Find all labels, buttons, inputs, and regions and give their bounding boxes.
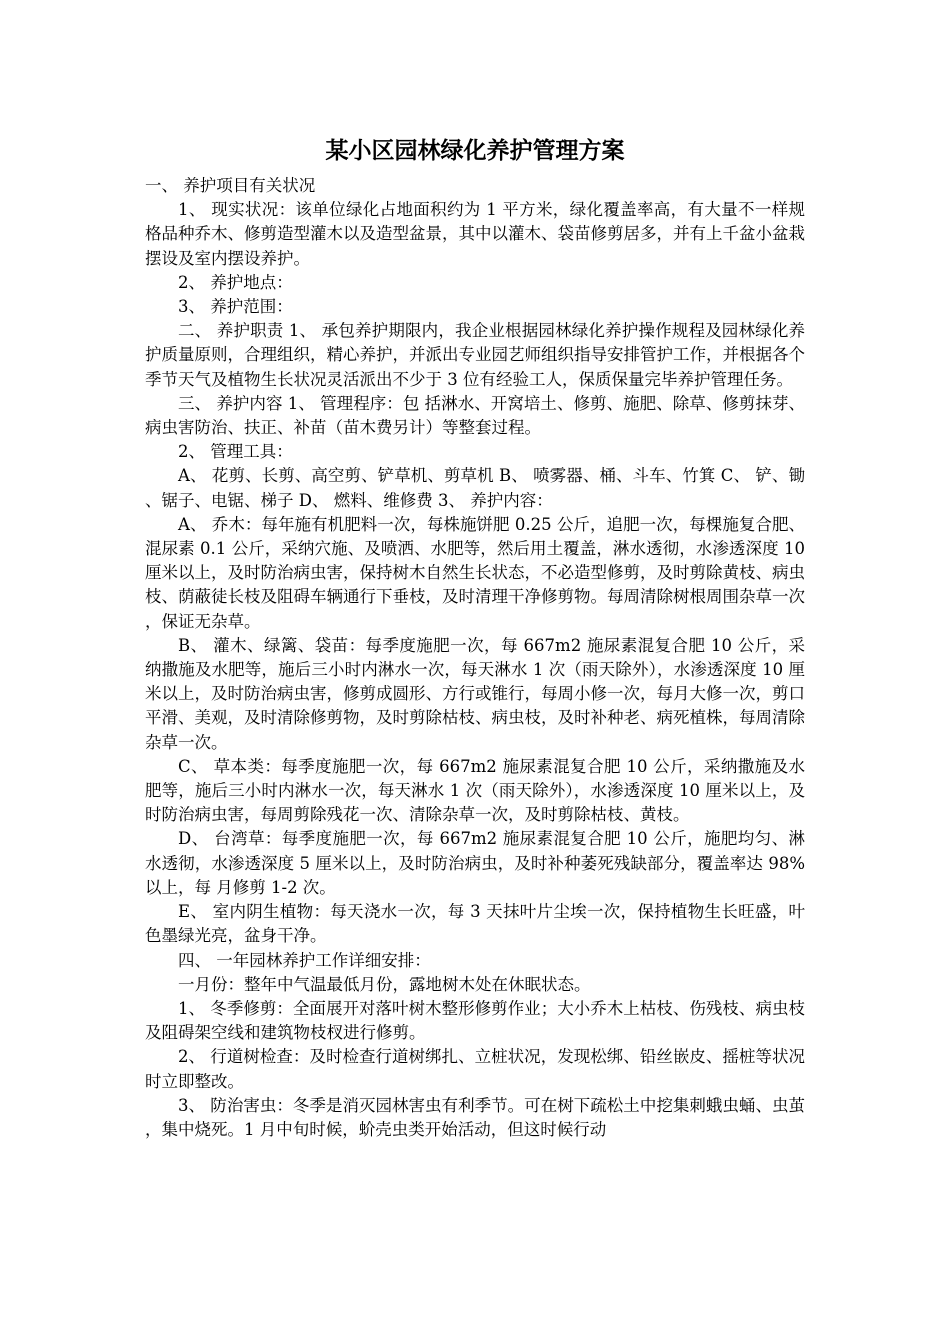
paragraph: E、 室内阴生植物：每天浇水一次，每 3 天抹叶片尘埃一次，保持植物生长旺盛，叶色墨绿光亮，盆身干净。 — [145, 902, 805, 946]
paragraph: 1、 现实状况：该单位绿化占地面积约为 1 平方米，绿化覆盖率高，有大量不一样规格品种乔木、修剪造型灌木以及造型盆景，其中以灌木、袋苗修剪居多，并有上千盆小盆栽摆设及室内摆设养护。 — [145, 200, 805, 268]
paragraph: C、 草本类：每季度施肥一次，每 667m2 施尿素混复合肥 10 公斤，采纳撒施及水肥等，施后三小时内淋水一次，每天淋水 1 次（雨天除外），水渗透深度 10 厘米以上，及时防治病虫害，每周剪除残花一次、清除杂草一次，及时剪除枯枝、黄枝。 — [145, 756, 805, 825]
paragraph: 3、 防治害虫：冬季是消灭园林害虫有利季节。可在树下疏松土中挖集刺蛾虫蛹、虫茧，集中烧死。1 月中旬时候，蚧壳虫类开始活动，但这时候行动 — [145, 1095, 805, 1139]
paragraph: 2、 行道树检查：及时检查行道树绑扎、立桩状况，发现松绑、铅丝嵌皮、摇桩等状况时立即整改。 — [145, 1047, 805, 1091]
paragraph: 2、 养护地点： — [178, 272, 293, 292]
document-body — [145, 174, 805, 1142]
paragraph: 二、 养护职责 1、 承包养护期限内，我企业根据园林绿化养护操作规程及园林绿化养护质量原则，合理组织，精心养护，并派出专业园艺师组织指导安排管护工作，并根据各个季节天气及植物生长状况灵活派出不少于 3 位有经验工人，保质保量完毕养护管理任务。 — [145, 321, 805, 389]
paragraph: A、 乔木：每年施有机肥料一次，每株施饼肥 0.25 公斤，追肥一次，每棵施复合肥、混尿素 0.1 公斤，采纳穴施、及喷洒、水肥等，然后用土覆盖，淋水透彻，水渗透深度 10 厘米以上，及时防治病虫害，保持树木自然生长状态，不必造型修剪，及时剪除黄枝、病虫枝、荫蔽徒长枝及阻碍车辆通行下垂枝，及时清理干净修剪物。每周清除树根周围杂草一次，保证无杂草。 — [145, 514, 805, 631]
paragraph: 1、 冬季修剪：全面展开对落叶树木整形修剪作业；大小乔木上枯枝、伤残枝、病虫枝及阻碍架空线和建筑物枝杈进行修剪。 — [145, 998, 805, 1043]
paragraph: B、 灌木、绿篱、袋苗：每季度施肥一次，每 667m2 施尿素混复合肥 10 公斤，采纳撒施及水肥等，施后三小时内淋水一次，每天淋水 1 次（雨天除外），水渗透深度 10 厘米以上，及时防治病虫害，修剪成圆形、方行或锥行，每周小修一次，每月大修一次，剪口平滑、美观，及时清除修剪物，及时剪除枯枝、病虫枝，及时补种老、病死植株，每周清除杂草一次。 — [145, 635, 805, 752]
paragraph: 2、 管理工具： — [178, 442, 293, 462]
document-title: 某小区园林绿化养护管理方案 — [325, 137, 625, 164]
paragraph: 一月份：整年中气温最低月份，露地树木处在休眠状态。 — [178, 974, 591, 994]
paragraph: 一、 养护项目有关状况 — [145, 176, 316, 195]
paragraph: 3、 养护范围： — [178, 297, 293, 317]
paragraph: 四、 一年园林养护工作详细安排： — [178, 950, 431, 970]
paragraph: A、 花剪、长剪、高空剪、铲草机、剪草机 B、 喷雾器、桶、斗车、竹箕 C、 铲、锄、锯子、电锯、梯子 D、 燃料、维修费 3、 养护内容： — [145, 466, 805, 510]
paragraph: 三、 养护内容 1、 管理程序：包 括淋水、开窝培土、修剪、施肥、除草、修剪抹芽、病虫害防治、扶正、补苗（苗木费另计）等整套过程。 — [145, 393, 805, 438]
paragraph: D、 台湾草：每季度施肥一次，每 667m2 施尿素混复合肥 10 公斤，施肥均匀、淋水透彻，水渗透深度 5 厘米以上，及时防治病虫，及时补种萎死残缺部分，覆盖率达 98%以上，每 月修剪 1-2 次。 — [145, 829, 805, 897]
